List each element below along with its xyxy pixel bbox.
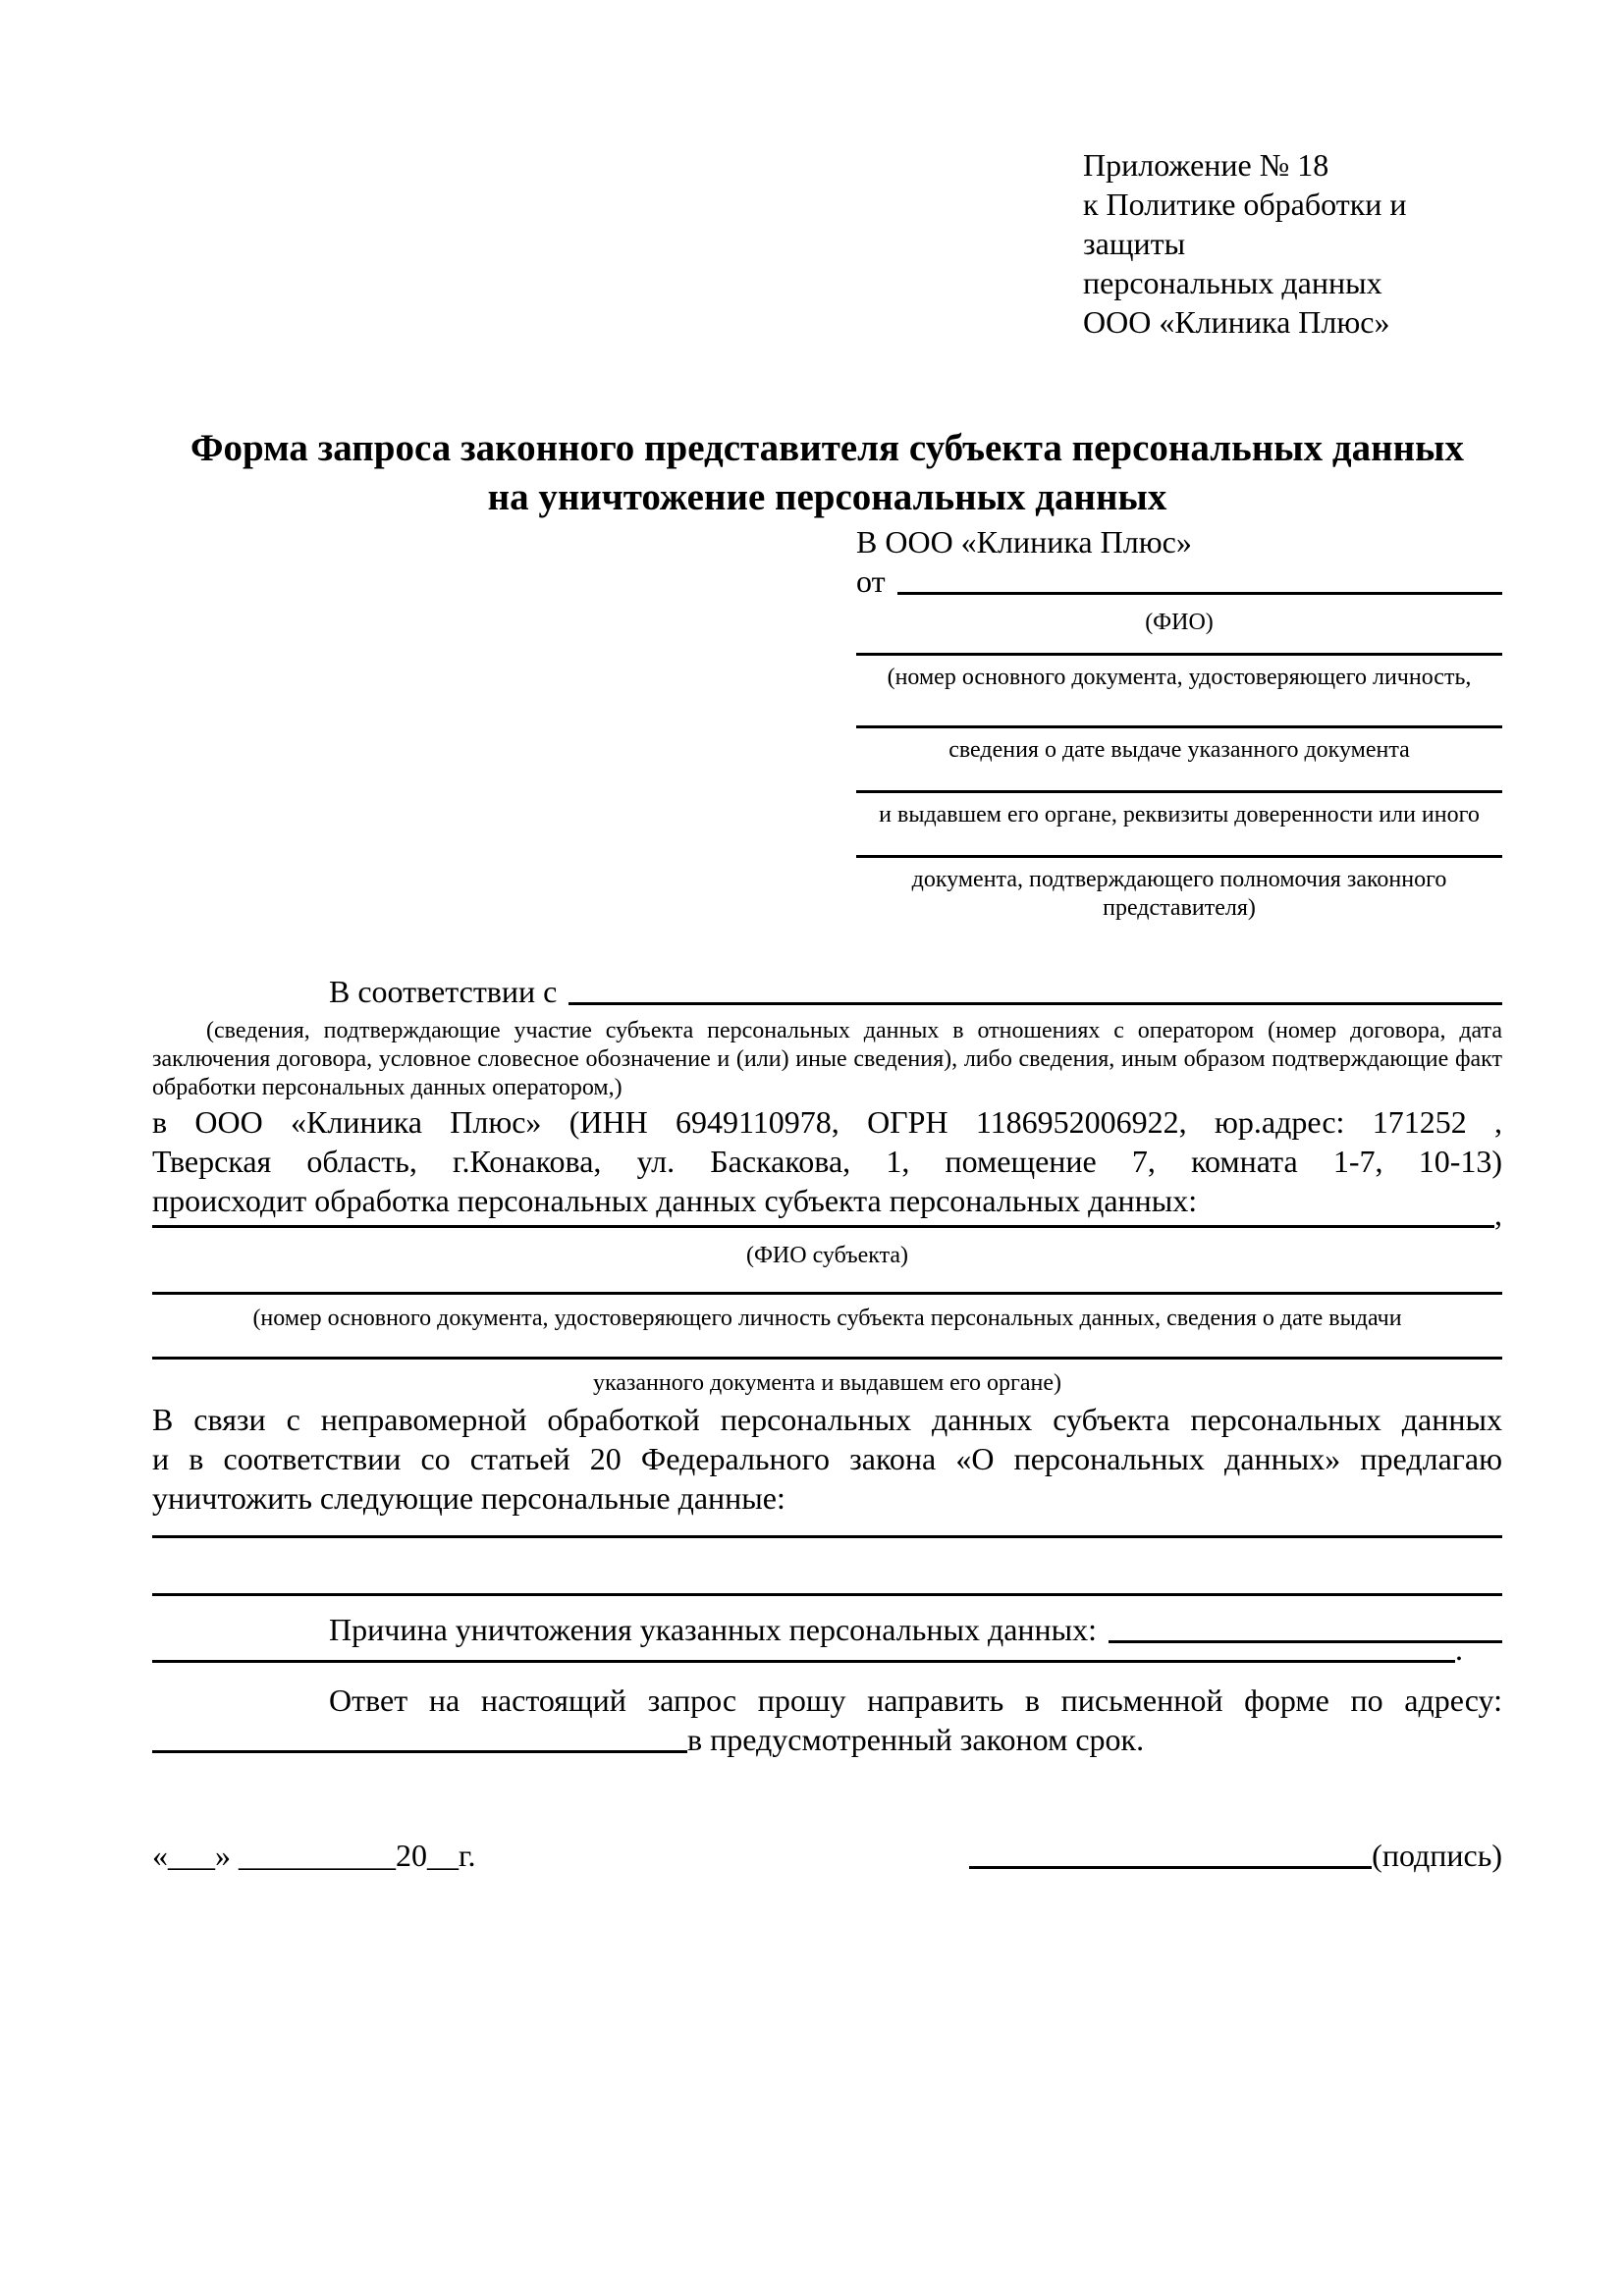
issue-date-caption: сведения о дате выдаче указанного документа [948, 737, 1410, 763]
reason-trailing-period: . [1455, 1631, 1463, 1667]
accordance-note [152, 1017, 1502, 1102]
accordance-label: В соответствии с [329, 974, 558, 1009]
id-document-blank-line [856, 637, 1502, 656]
from-blank-line [897, 592, 1502, 595]
document-title-line2: на уничтожение персональных данных [487, 476, 1167, 518]
accordance-note-line1: (сведения, подтверждающие участие субъекта персональных данных в отношениях с оператором (номер договора, дата [206, 1018, 1502, 1043]
signature-caption: (подпись) [1372, 1838, 1502, 1873]
fio-caption: (ФИО) [1145, 610, 1214, 635]
accordance-row [152, 972, 1502, 1011]
issue-date-blank-line [856, 692, 1502, 728]
response-request-line: Ответ на настоящий запрос прошу направить в письменной форме по адресу: [329, 1682, 1502, 1718]
reason-row [152, 1610, 1502, 1649]
signature-blank-line [969, 1866, 1372, 1869]
reason-continuation-row [152, 1631, 1463, 1669]
operator-paragraph-line2: Тверская область, г.Конакова, ул. Баскакова, 1, помещение 7, комната 1-7, 10-13) [152, 1144, 1502, 1179]
appendix-policy-line: к Политике обработки и защиты [1083, 187, 1407, 261]
operator-paragraph-line3: происходит обработка персональных данных субъекта персональных данных: [152, 1183, 1198, 1218]
operator-paragraph [152, 1102, 1502, 1220]
from-label: от [856, 563, 886, 599]
signature-field [969, 1836, 1502, 1875]
issuing-authority-blank-line [856, 765, 1502, 793]
subject-issuing-authority-blank-line [152, 1333, 1502, 1360]
document-title-line1: Форма запроса законного представителя субъекта персональных данных [189, 427, 1465, 469]
accordance-note-line3: обработки персональных данных оператором,) [152, 1075, 623, 1100]
response-address-blank-line [152, 1750, 687, 1753]
accordance-note-line2: заключения договора, условное словесное обозначение и (или) иные сведения), либо сведения, иным образом подтверждающие факт [152, 1046, 1502, 1072]
response-tail-text: в предусмотренный законом срок. [687, 1722, 1145, 1757]
destruction-demand-line1: В связи с неправомерной обработкой персональных данных субъекта персональных данных [152, 1402, 1502, 1437]
destruction-demand-line3: уничтожить следующие персональные данные: [152, 1480, 785, 1516]
id-document-caption: (номер основного документа, удостоверяющего личность, [887, 665, 1472, 690]
reason-blank-line [1109, 1640, 1502, 1643]
addressee-block [856, 522, 1502, 923]
reason-label: Причина уничтожения указанных персональных данных: [329, 1612, 1098, 1647]
personal-data-blank-line-1 [152, 1518, 1502, 1538]
document-title [152, 424, 1502, 522]
subject-fio-caption: (ФИО субъекта) [745, 1243, 909, 1268]
appendix-number: Приложение № 18 [1083, 147, 1329, 183]
operator-paragraph-line1: в ООО «Клиника Плюс» (ИНН 6949110978, ОГРН 1186952006922, юр.адрес: 171252 , [152, 1104, 1502, 1140]
appendix-policy-line2: персональных данных [1083, 265, 1382, 300]
appendix-company: ООО «Клиника Плюс» [1083, 304, 1390, 340]
subject-fio-trailing-comma: , [1494, 1197, 1502, 1232]
destruction-demand-paragraph [152, 1400, 1502, 1518]
date-field: «___» __________20__г. [152, 1838, 476, 1873]
accordance-blank-line [568, 1002, 1502, 1005]
authority-document-blank-line [856, 829, 1502, 858]
subject-issuing-authority-caption: указанного документа и выдавшем его органе) [592, 1370, 1062, 1396]
destruction-demand-line2: и в соответствии со статьей 20 Федерального закона «О персональных данных» предлагаю [152, 1441, 1502, 1476]
issuing-authority-caption: и выдавшем его органе, реквизиты доверенности или иного [879, 802, 1480, 828]
reason-continuation-blank-line [152, 1660, 1455, 1663]
date-signature-row [152, 1836, 1502, 1875]
subject-id-document-blank-line [152, 1270, 1502, 1295]
appendix-header [1083, 145, 1502, 342]
subject-id-document-caption: (номер основного документа, удостоверяющего личность субъекта персональных данных, сведения о дате выдачи [252, 1306, 1402, 1331]
subject-fio-blank-line [152, 1225, 1494, 1228]
personal-data-blank-line-2 [152, 1538, 1502, 1596]
from-field-row [856, 561, 1502, 601]
addressee-to: В ООО «Клиника Плюс» [856, 524, 1192, 560]
response-address-row [152, 1720, 1502, 1759]
authority-document-caption: документа, подтверждающего полномочия законного представителя) [911, 867, 1447, 921]
